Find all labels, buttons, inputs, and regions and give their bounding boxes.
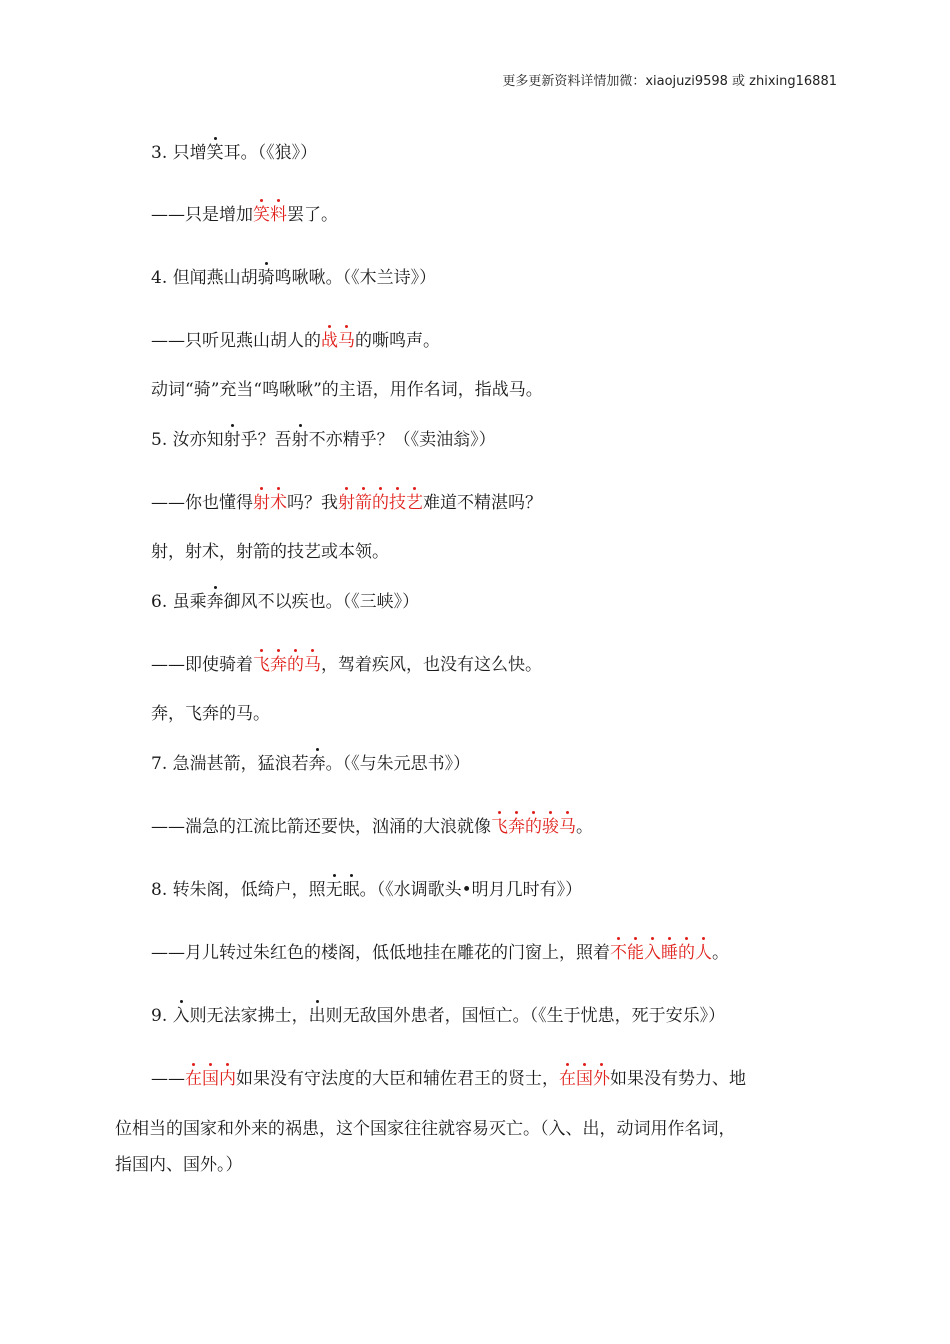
text-segment: 位相当的国家和外来的祸患，这个国家往往就容易灭亡。（入、出，动词用作名词， <box>115 1119 736 1139</box>
text-segment: 8. 转朱阁，低绮户，照 <box>151 880 326 900</box>
text-line <box>151 432 496 449</box>
text-segment: 罢了。 <box>287 205 338 225</box>
emphasized-text: 入 <box>172 1006 190 1026</box>
emphasized-text: 出 <box>308 1006 326 1026</box>
text-line <box>151 1008 725 1025</box>
text-segment: 吗？我 <box>287 493 338 513</box>
text-segment: 9. <box>151 1006 173 1026</box>
text-segment: ——湍急的江流比箭还要快，汹涌的大浪就像 <box>151 817 491 837</box>
text-segment: ——只是增加 <box>151 205 253 225</box>
contact-header: 更多更新资料详情加微：xiaojuzi9598 或 zhixing16881 <box>502 74 837 89</box>
text-segment: 御风不以疾也。（《三峡》） <box>223 592 420 612</box>
text-segment: ，驾着疾风，也没有这么快。 <box>321 655 542 675</box>
emphasized-text: 笑料 <box>253 205 287 225</box>
text-segment: 。 <box>576 817 593 837</box>
text-segment: 。（《水调歌头•明月几时有》） <box>359 880 583 900</box>
text-line <box>151 544 389 561</box>
text-segment: 6. 虽乘 <box>151 592 207 612</box>
text-line <box>151 657 542 674</box>
emphasized-text: 在国外 <box>559 1069 610 1089</box>
emphasized-text: 飞奔的骏马 <box>491 817 576 837</box>
text-segment: ——只听见燕山胡人的 <box>151 331 321 351</box>
text-segment: 乎？吾 <box>240 430 292 450</box>
text-segment: 不亦精乎？（《卖油翁》） <box>308 430 496 450</box>
text-segment: 如果没有势力、地 <box>610 1069 746 1089</box>
emphasized-text: 骑 <box>257 268 275 288</box>
text-segment: 3. 只增 <box>151 143 207 163</box>
text-segment: 7. 急湍甚箭，猛浪若 <box>151 754 309 774</box>
text-segment: 。 <box>712 943 729 963</box>
text-segment: ——月儿转过朱红色的楼阁，低低地挂在雕花的门窗上，照着 <box>151 943 610 963</box>
emphasized-text: 奔 <box>206 592 224 612</box>
text-line <box>151 706 270 723</box>
text-segment: —— <box>151 1069 185 1089</box>
text-segment: 射，射术，射箭的技艺或本领。 <box>151 542 389 562</box>
text-segment: 5. 汝亦知 <box>151 430 224 450</box>
text-line <box>115 1121 736 1138</box>
text-line <box>151 207 338 224</box>
text-line <box>151 382 543 399</box>
emphasized-text: 射 <box>223 430 241 450</box>
text-line <box>151 945 729 962</box>
text-segment: 4. 但闻燕山胡 <box>151 268 258 288</box>
text-line <box>151 333 440 350</box>
text-line <box>115 1157 243 1174</box>
text-segment: 则无法家拂士， <box>189 1006 309 1026</box>
text-segment: 耳。（《狼》） <box>223 143 318 163</box>
emphasized-text: 奔 <box>308 754 326 774</box>
text-line <box>151 145 317 162</box>
emphasized-text: 无眠 <box>325 880 360 900</box>
emphasized-text: 飞奔的马 <box>253 655 321 675</box>
text-segment: ——你也懂得 <box>151 493 253 513</box>
text-segment: 的嘶鸣声。 <box>355 331 440 351</box>
emphasized-text: 射 <box>291 430 309 450</box>
text-line <box>151 495 542 512</box>
emphasized-text: 不能入睡的人 <box>610 943 712 963</box>
text-segment: ——即使骑着 <box>151 655 253 675</box>
emphasized-text: 射术 <box>253 493 287 513</box>
text-segment: 难道不精湛吗？ <box>423 493 542 513</box>
text-line <box>151 270 436 287</box>
text-line <box>151 819 593 836</box>
text-line <box>151 594 419 611</box>
emphasized-text: 笑 <box>206 143 224 163</box>
text-segment: 鸣啾啾。（《木兰诗》） <box>274 268 437 288</box>
emphasized-text: 战马 <box>321 331 355 351</box>
text-segment: 。（《与朱元思书》） <box>325 754 471 774</box>
emphasized-text: 射箭的技艺 <box>338 493 423 513</box>
text-segment: 指国内、国外。） <box>115 1155 243 1175</box>
text-line <box>151 756 470 773</box>
text-segment: 奔，飞奔的马。 <box>151 704 270 724</box>
text-line <box>151 882 582 899</box>
emphasized-text: 在国内 <box>185 1069 236 1089</box>
text-line <box>151 1071 746 1088</box>
text-segment: 则无敌国外患者，国恒亡。（《生于忧患，死于安乐》） <box>325 1006 726 1026</box>
text-segment: 动词“骑”充当“鸣啾啾”的主语，用作名词，指战马。 <box>151 380 543 400</box>
text-segment: 如果没有守法度的大臣和辅佐君王的贤士， <box>236 1069 559 1089</box>
